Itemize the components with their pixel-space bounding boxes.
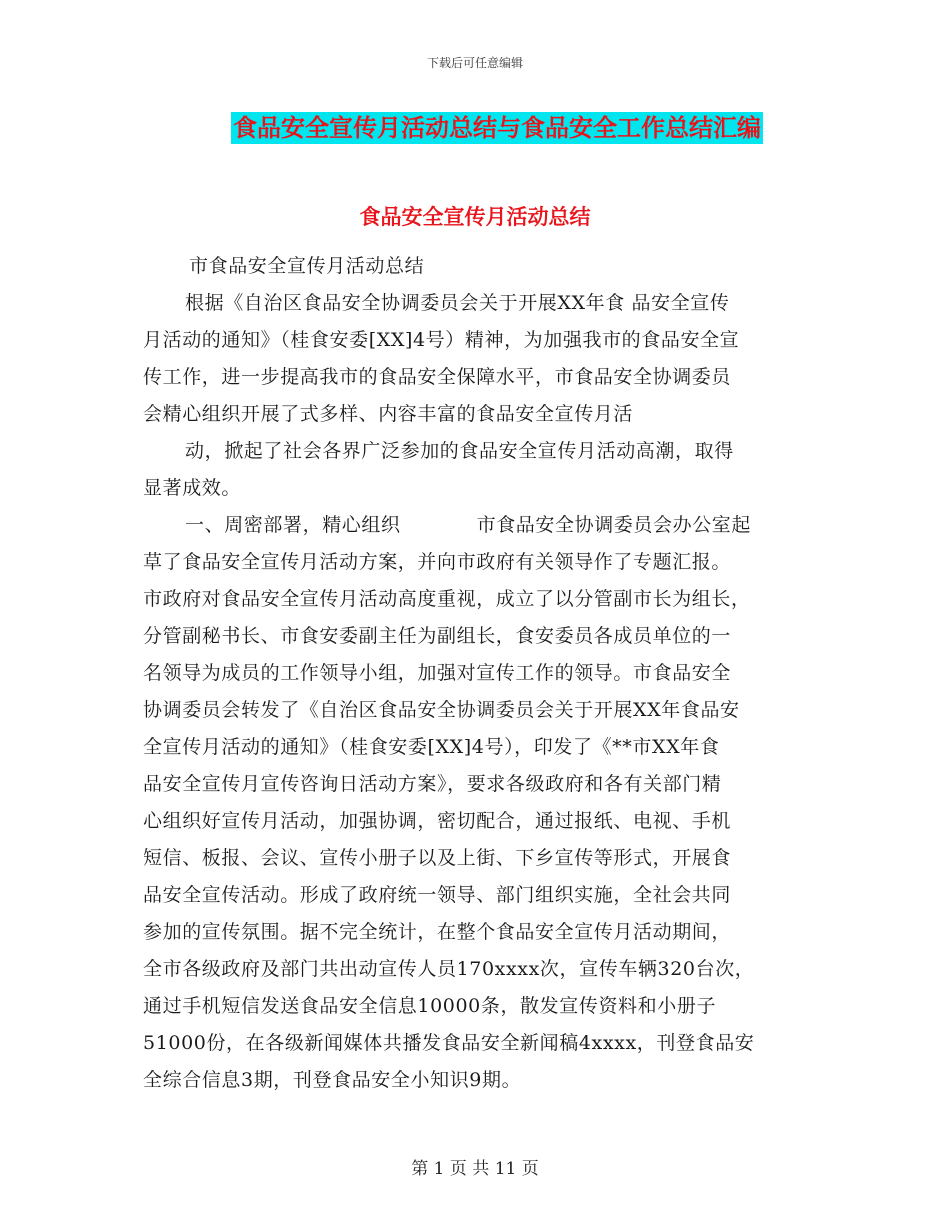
paragraph-line: 参加的宣传氛围。据不完全统计，在整个食品安全宣传月活动期间， xyxy=(143,921,732,943)
paragraph-line: 短信、板报、会议、宣传小册子以及上街、下乡宣传等形式，开展食 xyxy=(143,847,732,869)
paragraph-line: 动，掀起了社会各界广泛参加的食品安全宣传月活动高潮，取得 xyxy=(185,440,734,462)
section-heading-line xyxy=(143,507,808,544)
paragraph-line: 协调委员会转发了《自治区食品安全协调委员会关于开展XX年食品安 xyxy=(143,699,740,721)
paragraph-line: 心组织好宣传月活动，加强协调，密切配合，通过报纸、电视、手机 xyxy=(143,810,732,832)
paragraph-line: 全宣传月活动的通知》（桂食安委[XX]4号），印发了《**市XX年食 xyxy=(143,736,720,758)
section-title: 食品安全宣传月活动总结 xyxy=(359,205,591,229)
page-header: 下载后可任意编辑 xyxy=(426,56,523,70)
paragraph-line: 通过手机短信发送食品安全信息10000条，散发宣传资料和小册子 xyxy=(143,995,717,1017)
main-title-wrap xyxy=(0,112,950,144)
paragraph-line: 品安全宣传月宣传咨询日活动方案》，要求各级政府和各有关部门精 xyxy=(143,773,722,795)
paragraph-lead: 市食品安全协调委员会办公室起 xyxy=(476,514,752,536)
paragraph-line: 传工作，进一步提高我市的食品安全保障水平，市食品安全协调委员 xyxy=(143,366,732,388)
page-footer: 第 1 页 共 11 页 xyxy=(411,1159,539,1179)
paragraph-line: 会精心组织开展了式多样、内容丰富的食品安全宣传月活 xyxy=(143,403,634,425)
paragraph-line: 显著成效。 xyxy=(143,477,242,499)
body-subtitle: 市食品安全宣传月活动总结 xyxy=(189,255,425,277)
paragraph-line: 草了食品安全宣传月活动方案，并向市政府有关领导作了专题汇报。 xyxy=(143,551,732,573)
paragraph-line: 根据《自治区食品安全协调委员会关于开展XX年食 品安全宣传 xyxy=(185,292,730,314)
paragraph-line: 全市各级政府及部门共出动宣传人员170xxxx次，宣传车辆320台次， xyxy=(143,958,755,980)
paragraph-line: 全综合信息3期，刊登食品安全小知识9期。 xyxy=(143,1069,522,1091)
body-text xyxy=(143,248,808,1099)
paragraph-line: 分管副秘书长、市食安委副主任为副组长，食安委员各成员单位的一 xyxy=(143,625,732,647)
paragraph-line: 名领导为成员的工作领导小组，加强对宣传工作的领导。市食品安全 xyxy=(143,662,732,684)
paragraph-line: 月活动的通知》（桂食安委[XX]4号）精神，为加强我市的食品安全宣 xyxy=(143,329,740,351)
paragraph-line: 品安全宣传活动。形成了政府统一领导、部门组织实施，全社会共同 xyxy=(143,884,732,906)
paragraph-line: 市政府对食品安全宣传月活动高度重视，成立了以分管副市长为组长， xyxy=(143,588,751,610)
section-heading: 一、周密部署，精心组织 xyxy=(185,514,401,536)
main-title: 食品安全宣传月活动总结与食品安全工作总结汇编 xyxy=(233,114,761,142)
paragraph-line: 51000份，在各级新闻媒体共播发食品安全新闻稿4xxxx，刊登食品安 xyxy=(143,1032,755,1054)
